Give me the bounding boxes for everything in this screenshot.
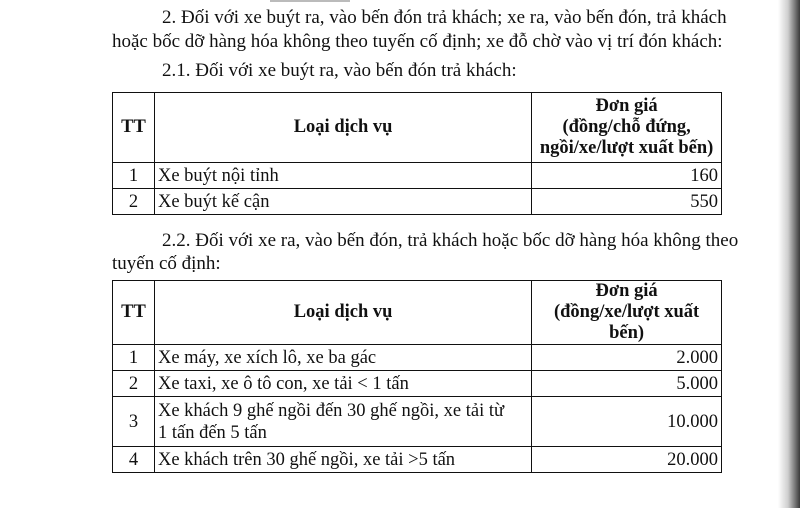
table-row	[113, 371, 722, 397]
cell-price: 550	[532, 189, 722, 215]
table-row	[113, 345, 722, 371]
header-tt: TT	[113, 281, 155, 345]
table-row	[113, 397, 722, 447]
header-service: Loại dịch vụ	[154, 93, 531, 163]
header-price-line-1: Đơn giá	[595, 281, 658, 301]
table-row	[113, 189, 722, 215]
cell-service	[154, 397, 531, 447]
header-price-line-2: (đồng/chỗ đứng,	[562, 117, 691, 137]
cell-price: 5.000	[532, 371, 722, 397]
cell-service-line-1: Xe khách 9 ghế ngồi đến 30 ghế ngồi, xe tải từ	[157, 400, 504, 421]
table-bus-station-fees	[112, 92, 722, 215]
cell-service: Xe taxi, xe ô tô con, xe tải < 1 tấn	[154, 371, 531, 397]
cell-tt: 1	[113, 163, 155, 189]
cell-price: 20.000	[532, 447, 722, 473]
paragraph-2-2-line-1: 2.2. Đối với xe ra, vào bến đón, trả khách hoặc bốc dỡ hàng hóa không theo	[162, 230, 739, 251]
table-row	[113, 163, 722, 189]
table-vehicle-station-fees	[112, 280, 722, 473]
cell-price: 10.000	[532, 397, 722, 447]
table-row	[113, 447, 722, 473]
table-header-row	[113, 281, 722, 345]
page-edge-top	[270, 0, 350, 2]
cell-tt: 2	[113, 371, 155, 397]
cell-price: 2.000	[532, 345, 722, 371]
cell-service: Xe buýt nội tỉnh	[154, 163, 531, 189]
header-service: Loại dịch vụ	[154, 281, 531, 345]
cell-service: Xe khách trên 30 ghế ngồi, xe tải >5 tấn	[154, 447, 531, 473]
page-edge-shadow	[778, 0, 800, 508]
cell-tt: 3	[113, 397, 155, 447]
header-tt: TT	[113, 93, 155, 163]
cell-service: Xe buýt kế cận	[154, 189, 531, 215]
header-price-line-2: (đồng/xe/lượt xuất bến)	[553, 302, 700, 343]
cell-tt: 2	[113, 189, 155, 215]
table-header-row	[113, 93, 722, 163]
header-price-line-3: ngồi/xe/lượt xuất bến)	[539, 138, 714, 158]
paragraph-2-line-1: 2. Đối với xe buýt ra, vào bến đón trả khách; xe ra, vào bến đón, trả khách	[162, 7, 727, 28]
paragraph-2-1: 2.1. Đối với xe buýt ra, vào bến đón trả khách:	[162, 60, 517, 81]
header-price	[532, 93, 722, 163]
cell-tt: 4	[113, 447, 155, 473]
header-price	[532, 281, 722, 345]
cell-price: 160	[532, 163, 722, 189]
cell-service: Xe máy, xe xích lô, xe ba gác	[154, 345, 531, 371]
paragraph-2-line-2: hoặc bốc dỡ hàng hóa không theo tuyến cố định; xe đỗ chờ vào vị trí đón khách:	[112, 31, 723, 52]
cell-tt: 1	[113, 345, 155, 371]
cell-service-line-2: 1 tấn đến 5 tấn	[157, 422, 267, 443]
header-price-line-1: Đơn giá	[595, 96, 658, 116]
paragraph-2-2-line-2: tuyến cố định:	[112, 253, 221, 274]
